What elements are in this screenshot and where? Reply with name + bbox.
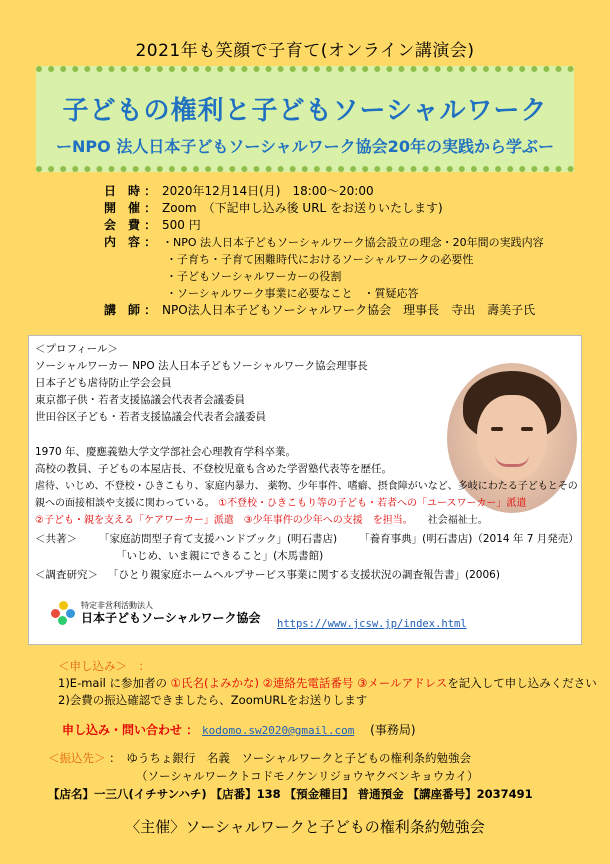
payment-line-1: [48, 749, 533, 767]
coauthor-item: 「いじめ、いま親にできること」(木馬書館): [116, 550, 324, 562]
profile-role: 東京都子供・若者支援協議会代表者会議委員: [35, 394, 245, 406]
main-title: 子どもの権利と子どもソーシャルワーク: [62, 96, 548, 126]
speaker-value: NPO法人日本子どもソーシャルワーク協会 理事長 寺出 壽美子氏: [162, 303, 536, 317]
photo-face: [477, 395, 547, 481]
bio-text: 親への面接相談や支援に関わっている。: [35, 498, 219, 509]
org-type: 特定非営利活動法人: [81, 601, 153, 610]
bio-line: 高校の教員、子どもの本屋店長、不登校児童も含めた学習塾代表等を歴任。: [35, 463, 392, 475]
fee-row: [104, 217, 584, 234]
payment-section: [48, 749, 533, 803]
photo-eye: [491, 427, 503, 431]
payment-account-name: ： ゆうちょ銀行 名義 ソーシャルワークと子どもの権利条約勉強会: [105, 751, 471, 765]
org-logo-icon: [51, 601, 75, 625]
venue-row: [104, 200, 584, 217]
apply-required-fields: ①氏名(よみかな) ②連絡先電話番号 ③メールアドレス: [170, 676, 448, 690]
coauthor-item: 「養育事典」(明石書店)（2014 年 7 月発売）: [359, 533, 579, 545]
content-item: ・ソーシャルワーク事業に必要なこと ・質疑応答: [166, 287, 419, 300]
fee-value: 500 円: [162, 218, 201, 232]
speaker-label: 講 師 ：: [104, 303, 157, 317]
content-item: ・子どもソーシャルワーカーの役割: [166, 270, 342, 283]
payment-label: ＜振込先＞: [48, 751, 106, 765]
subtitle: ーNPO 法人日本子どもソーシャルワーク協会20年の実践から学ぶー: [56, 137, 554, 156]
title-banner: [36, 66, 574, 172]
coauthor-line: [35, 532, 579, 547]
bio-line: [35, 496, 526, 511]
apply-step-1: [58, 675, 597, 692]
contact-label: 申し込み・問い合わせ ：: [62, 723, 199, 737]
bio-highlight: ②子ども・親を支える「ケアワーカー」派遣 ③少年事件の少年への支援 を担当。: [35, 515, 408, 526]
apply-step-2: 2)会費の振込確認できましたら、ZoomURLをお送りします: [58, 693, 368, 707]
contact-line: [62, 721, 416, 738]
profile-role: ソーシャルワーカー NPO 法人日本子どもソーシャルワーク協会理事長: [35, 360, 368, 372]
date-row: [104, 183, 584, 200]
profile-role: 日本子ども虐待防止学会会員: [35, 377, 172, 389]
research-item: 「ひとり親家庭ホームヘルプサービス事業に関する支援状況の調査報告書」(2006): [108, 569, 500, 581]
bio-line: [35, 513, 488, 528]
payment-account-kana: （ソーシャルワークトコドモノケンリジョウヤクベンキョウカイ）: [136, 769, 479, 783]
payment-account-details: 【店名】一三八(イチサンハチ) 【店番】138 【預金種目】 普通預金 【講座番号】2037491: [48, 787, 533, 801]
venue-label: 開 催 ：: [104, 201, 157, 215]
bio-line: 1970 年、慶應義塾大学文学部社会心理教育学科卒業。: [35, 446, 297, 458]
content-item: ・子育ち・子育て困難時代におけるソーシャルワークの必要性: [166, 253, 474, 266]
profile-box: [28, 335, 582, 645]
event-details: [104, 183, 584, 319]
content-label: 内 容 ：: [104, 235, 157, 249]
date-value: 2020年12月14日(月) 18:00～20:00: [162, 184, 374, 198]
organizer-line: 〈主催〉ソーシャルワークと子どもの権利条約勉強会: [125, 818, 485, 836]
coauthor-item: 「家庭訪問型子育て支援ハンドブック」(明石書店): [99, 533, 338, 545]
venue-value: Zoom （下記申し込み後 URL をお送りいたします): [162, 201, 443, 215]
research-line: [35, 568, 500, 583]
speaker-row: [104, 302, 584, 319]
org-name: 日本子どもソーシャルワーク協会: [81, 611, 261, 625]
date-label: 日 時 ：: [104, 184, 157, 198]
profile-heading: ＜プロフィール＞: [35, 343, 118, 355]
application-section: [58, 658, 597, 709]
contact-email-link[interactable]: kodomo.sw2020@gmail.com: [202, 724, 355, 737]
apply-text: を記入して申し込みください: [447, 676, 597, 690]
apply-text: 1)E-mail に参加者の: [58, 676, 171, 690]
bio-line: 虐待、いじめ、不登校・ひきこもり、家庭内暴力、 薬物、少年事件、嗜癖、摂食障がいなど、多岐にわたる子どもとその: [35, 481, 578, 492]
bio-text: 社会福祉士。: [407, 515, 488, 526]
bio-highlight: ①不登校・ひきこもり等の子ども・若者への「ユースワーカー」派遣: [218, 498, 527, 509]
photo-eye: [521, 427, 533, 431]
contact-office: (事務局): [358, 723, 416, 737]
content-item: ・NPO 法人日本子どもソーシャルワーク協会設立の理念・20年間の実践内容: [162, 236, 544, 249]
fee-label: 会 費 ：: [104, 218, 157, 232]
coauthor-label: ＜共著＞: [35, 533, 77, 545]
event-header: 2021年も笑顔で子育て(オンライン講演会): [135, 41, 475, 61]
content-row: [104, 234, 584, 251]
org-website-link[interactable]: https://www.jcsw.jp/index.html: [277, 618, 467, 630]
profile-role: 世田谷区子ども・若者支援協議会代表者会議委員: [35, 411, 266, 423]
apply-heading: ＜申し込み＞ ：: [58, 659, 150, 673]
org-logo: [51, 601, 261, 625]
research-label: ＜調査研究＞: [35, 569, 98, 581]
